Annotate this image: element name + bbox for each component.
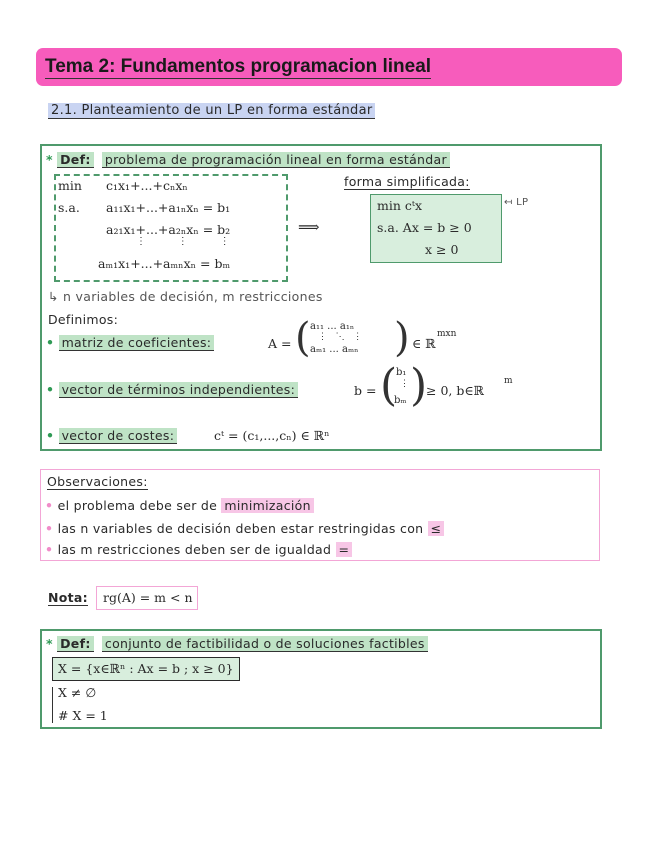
list-item-cost-vector [46,428,177,443]
note-text: rg(A) = m < n [103,590,193,605]
definition-label: Def: [57,152,94,168]
bullet-icon: • [45,521,54,536]
vector-b-lhs: b = [354,383,377,398]
matrix-space: ∈ ℝ [412,336,436,351]
simplified-constraint: s.a. Ax = b ≥ 0 [377,220,472,235]
note-box [96,586,198,610]
page-title: Tema 2: Fundamentos programacion lineal [45,56,432,77]
item-label: matriz de coeficientes: [59,335,215,351]
bullet-icon: • [45,498,54,513]
simplified-objective: min cᵗx [377,198,423,213]
left-paren: ( [295,315,311,361]
standard-form-box [54,174,288,282]
observation-item [45,542,352,557]
vector-b-dots: ⋮ [400,379,409,389]
simplified-nonnegativity: x ≥ 0 [425,242,459,257]
vector-b-rhs: ≥ 0, b∈ℝ [426,383,484,398]
definition-heading [46,152,450,167]
list-item-coefficient-matrix [46,335,214,350]
implies-arrow: ⟹ [298,218,320,236]
sa-keyword: s.a. [58,200,80,215]
constraint-dots: ⋮ ⋮ ⋮ [136,236,230,247]
star-icon: * [46,636,53,651]
min-keyword: min [58,178,82,193]
page-header [36,48,622,86]
definition-label: Def: [57,636,94,652]
bullet-icon: • [46,382,55,397]
lp-tag: ↤ LP [504,197,529,208]
simplified-form-title: forma simplificada: [344,174,470,189]
item-label: vector de términos independientes: [59,382,299,398]
bracket-line [52,687,53,723]
bullet-icon: • [46,335,55,350]
item-label: vector de costes: [59,428,178,444]
variables-note: ↳ n variables de decisión, m restricciones [48,289,323,304]
observation-text: el problema debe ser de [57,498,222,513]
observations-title: Observaciones: [47,474,148,489]
left-paren: ( [380,360,398,411]
feasible-set-expression: X = {x∈ℝⁿ : Ax = b ; x ≥ 0} [58,661,234,676]
observation-highlight: = [336,542,353,557]
observation-highlight: minimización [221,498,313,513]
observations-box [40,469,600,561]
objective-expression: c₁x₁+...+cₙxₙ [106,178,188,193]
right-paren: ) [394,315,410,361]
section-title: 2.1. Planteamiento de un LP en forma estándar [48,103,375,119]
matrix-lhs: A = [268,336,292,351]
feasible-set-box [52,657,240,681]
observation-text: las m restricciones deben ser de igualdad [57,542,336,557]
definition-box-standard-form [40,144,602,451]
observation-text: las n variables de decisión deben estar restringidas con [57,521,428,536]
matrix-row-2: aₘ₁ ... aₘₙ [310,344,359,355]
bullet-icon: • [45,542,54,557]
cardinality-condition: # X = 1 [58,708,108,723]
vector-b-exponent: m [504,376,513,386]
definition-title: conjunto de factibilidad o de soluciones factibles [102,636,428,652]
non-empty-condition: X ≠ ∅ [58,685,97,700]
definition-title: problema de programación lineal en forma estándar [102,152,450,168]
note-label: Nota: [48,590,88,605]
constraint-2: a₂₁x₁+...+a₂ₙxₙ = b₂ [106,222,231,237]
cost-vector-expression: cᵗ = (c₁,...,cₙ) ∈ ℝⁿ [214,428,330,443]
simplified-form-box [370,194,502,263]
matrix-space-exponent: mxn [437,329,457,339]
observation-highlight: ≤ [428,521,445,536]
constraint-1: a₁₁x₁+...+a₁ₙxₙ = b₁ [106,200,231,215]
definition-box-feasible-set [40,629,602,729]
list-item-independent-terms [46,382,298,397]
matrix-row-1: a₁₁ ... a₁ₙ [310,321,355,332]
vector-b-1: b₁ [396,367,407,378]
vector-b-m: bₘ [394,395,407,406]
matrix-dots: ⋮ ⋱ ⋮ [318,332,363,342]
constraint-m: aₘ₁x₁+...+aₘₙxₙ = bₘ [98,256,231,271]
bullet-icon: • [46,428,55,443]
definition-heading [46,636,428,651]
observation-item [45,521,444,536]
star-icon: * [46,152,53,167]
observation-item [45,498,314,513]
definimos-label: Definimos: [48,312,119,327]
right-paren: ) [410,360,428,411]
